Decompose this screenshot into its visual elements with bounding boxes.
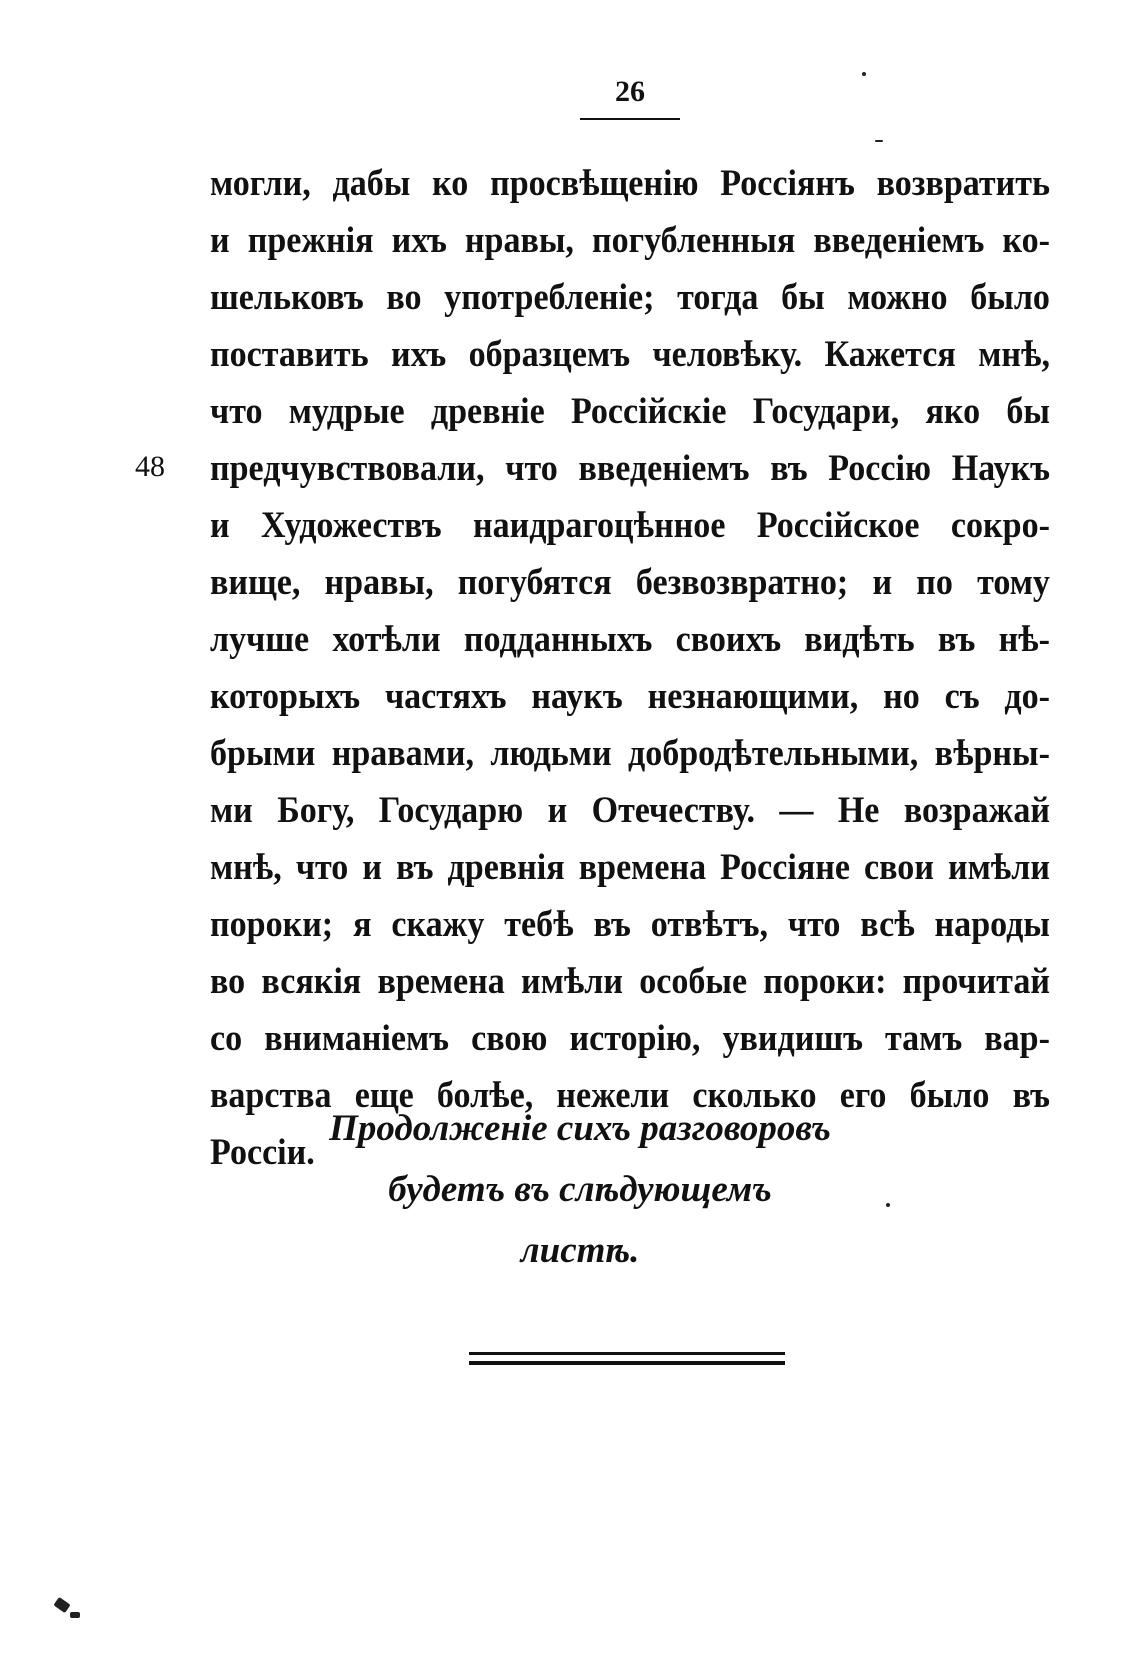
body-line: шельковъ во употребленіе; тогда бы можно было [210,277,1050,318]
body-line: и прежнія ихъ нравы, погубленныя введеніемъ ко- [210,220,1050,261]
end-rule-bottom [469,1361,785,1365]
continuation-line: Продолженіе сихъ разговоровъ [329,1108,831,1149]
ink-speck [862,72,866,76]
continuation-line: будетъ въ слѣдующемъ [388,1169,772,1210]
continuation-notice [300,1098,860,1281]
ink-speck [53,1597,70,1613]
body-line: во всякія времена имѣли особые пороки: прочитай [210,961,1050,1002]
body-line: мнѣ, что и въ древнія времена Россіяне свои имѣли [210,847,1050,888]
body-text [210,155,1050,1181]
body-line: лучше хотѣли подданныхъ своихъ видѣть въ нѣ- [210,619,1050,660]
body-line: которыхъ частяхъ наукъ незнающими, но съ до- [210,676,1050,717]
body-line: пороки; я скажу тебѣ въ отвѣтъ, что всѣ народы [210,904,1050,945]
end-rule-top [469,1352,785,1355]
continuation-line: листѣ. [520,1230,640,1271]
margin-line-number: 48 [135,450,165,483]
body-line: предчувствовали, что введеніемъ въ Россію Наукъ [210,448,1050,489]
body-line: ми Богу, Государю и Отечеству. — Не возражай [210,790,1050,831]
body-line: могли, дабы ко просвѣщенію Россіянъ возвратить [210,163,1050,204]
body-line: вище, нравы, погубятся безвозвратно; и по тому [210,562,1050,603]
body-line: брыми нравами, людьми добродѣтельными, вѣрны- [210,733,1050,774]
body-line: и Художествъ наидрагоцѣнное Россійское сокро- [210,505,1050,546]
body-line: поставить ихъ образцемъ человѣку. Кажется мнѣ, [210,334,1050,375]
body-line: варства еще болѣе, нежели сколько его было въ [210,1075,1050,1116]
page-number: 26 [615,75,645,108]
body-line: со вниманіемъ свою исторію, увидишъ тамъ вар- [210,1018,1050,1059]
body-line: что мудрые древніе Россійскіе Государи, яко бы [210,391,1050,432]
body-line: Россіи. [210,1132,315,1173]
ink-speck [886,1203,890,1207]
page-number-rule [580,118,680,120]
ink-speck [70,1612,80,1618]
ink-speck [875,140,883,142]
